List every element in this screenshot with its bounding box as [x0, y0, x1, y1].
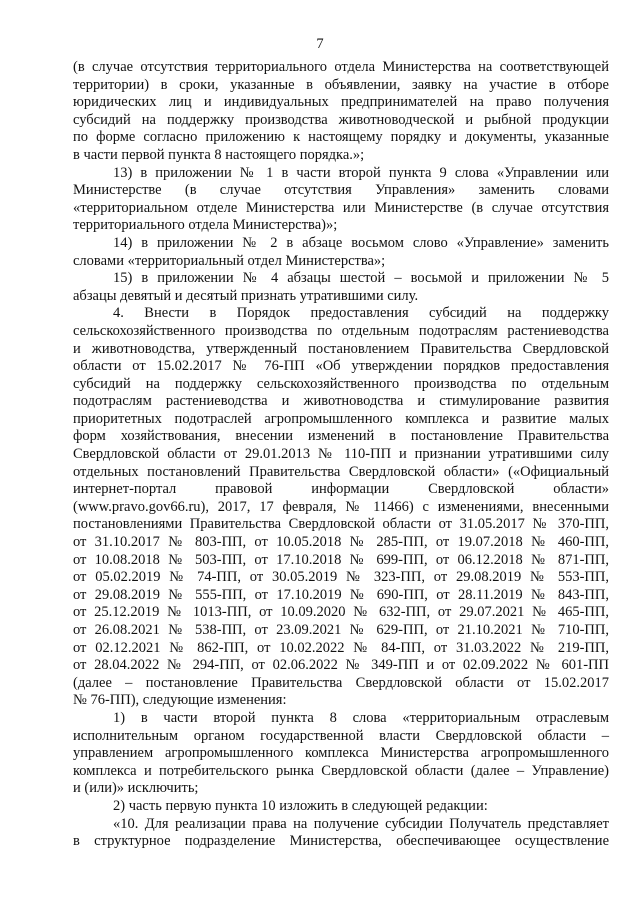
paragraph-subitem-1: [73, 710, 609, 798]
paragraph-item-14: [73, 235, 609, 270]
text-line: 13) в приложении № 1 в части второй пункта 9 слова «Управлении или: [113, 164, 609, 181]
text-line: 15) в приложении № 4 абзацы шестой – восьмой и приложении № 5: [113, 270, 609, 287]
text-line: от 02.12.2021 № 862-ПП, от 10.02.2022 № 84-ПП, от 31.03.2022 № 219-ПП,: [73, 639, 609, 656]
text-line: постановлениями Правительства Свердловской области от 31.05.2017 № 370-ПП,: [73, 516, 609, 533]
text-line: субсидий на поддержку производства животноводческой и рыбной продукции: [73, 111, 609, 128]
text-line: в части первой пункта 8 настоящего порядка.»;: [73, 146, 365, 163]
text-line: от 29.08.2019 № 555-ПП, от 17.10.2019 № 690-ПП, от 28.11.2019 № 843-ПП,: [73, 586, 609, 603]
text-line: «территориальном отделе Министерства или Министерстве (в случае отсутствия: [73, 199, 609, 216]
text-line: от 28.04.2022 № 294-ПП, от 02.06.2022 № 349-ПП и от 02.09.2022 № 601-ПП: [73, 657, 609, 674]
text-line: приоритетных подотраслей агропромышленного комплекса и развитие малых: [73, 410, 609, 427]
text-line: субсидий на поддержку сельскохозяйственного производства по отдельным: [73, 375, 609, 392]
text-line: исполнительным органом государственной власти Свердловской области –: [73, 727, 609, 744]
text-line: (www.pravo.gov66.ru), 2017, 17 февраля, № 11466) с изменениями, внесенными: [73, 498, 609, 515]
text-line: словами «территориальный отдел Министерства»;: [73, 252, 386, 269]
text-line: Свердловской области от 29.01.2013 № 110-ПП и признании утратившими силу: [73, 446, 609, 463]
text-line: юридических лиц и индивидуальных предпринимателей на право получения: [73, 94, 609, 111]
paragraph-section-4: [73, 305, 609, 710]
paragraph-quote-10: [73, 816, 609, 851]
text-line: 14) в приложении № 2 в абзаце восьмом слово «Управление» заменить: [113, 234, 609, 251]
paragraph-continuation: [73, 59, 609, 165]
text-line: от 25.12.2019 № 1013-ПП, от 10.09.2020 № 632-ПП, от 29.07.2021 № 465-ПП,: [73, 604, 609, 621]
text-line: территории) в сроки, указанные в объявлении, заявку на участие в отборе: [73, 76, 609, 93]
text-line: Министерстве (в случае отсутствия Управления» заменить словами: [73, 182, 609, 199]
text-line: от 26.08.2021 № 538-ПП, от 23.09.2021 № 629-ПП, от 21.10.2021 № 710-ПП,: [73, 622, 609, 638]
text-line: территориального отдела Министерства)»;: [73, 217, 338, 234]
text-line: области от 15.02.2017 № 76-ПП «Об утверждении порядков предоставления: [73, 358, 609, 375]
text-line: от 31.10.2017 № 803-ПП, от 10.05.2018 № 285-ПП, от 19.07.2018 № 460-ПП,: [73, 534, 609, 551]
text-line: подотраслям растениеводства и животноводства и стимулирование развития: [73, 393, 609, 410]
text-line: сельскохозяйственного производства по отдельным подотраслям растениеводства: [73, 322, 609, 339]
text-line: в структурное подразделение Министерства, обеспечивающее осуществление: [73, 833, 609, 850]
text-line: интернет-портал правовой информации Свердловской области»: [73, 481, 609, 498]
text-line: от 05.02.2019 № 74-ПП, от 30.05.2019 № 323-ПП, от 29.08.2019 № 553-ПП,: [73, 569, 609, 586]
paragraph-subitem-2: [73, 798, 609, 816]
text-line: от 10.08.2018 № 503-ПП, от 17.10.2018 № 699-ПП, от 06.12.2018 № 871-ПП,: [73, 551, 609, 568]
text-line: «10. Для реализации права на получение субсидии Получатель представляет: [113, 815, 609, 832]
text-line: № 76-ПП), следующие изменения:: [73, 692, 287, 709]
text-line: абзацы девятый и десятый признать утратившими силу.: [73, 287, 419, 304]
text-line: комплекса и потребительского рынка Свердловской области (далее – Управление): [73, 762, 609, 779]
text-line: 2) часть первую пункта 10 изложить в следующей редакции:: [113, 797, 488, 814]
text-line: по форме согласно приложению к настоящему порядку и документы, указанные: [73, 129, 609, 146]
document-body: [73, 59, 609, 851]
text-line: и (или)» исключить;: [73, 780, 199, 797]
text-line: форм хозяйствования, внесении изменений в постановление Правительства: [73, 428, 609, 445]
page-number: 7: [316, 36, 324, 52]
text-line: 4. Внести в Порядок предоставления субсидий на поддержку: [113, 305, 609, 322]
paragraph-item-13: [73, 165, 609, 235]
text-line: отдельных постановлений Правительства Свердловской области» («Официальный: [73, 463, 609, 480]
text-line: (в случае отсутствия территориального отдела Министерства на соответствующей: [73, 59, 609, 75]
text-line: и животноводства, утвержденный постановлением Правительства Свердловской: [73, 340, 609, 357]
text-line: 1) в части второй пункта 8 слова «территориальным отраслевым: [113, 709, 609, 726]
text-line: (далее – постановление Правительства Свердловской области от 15.02.2017: [73, 674, 609, 691]
text-line: управлением агропромышленного комплекса Министерства агропромышленного: [73, 745, 609, 762]
paragraph-item-15: [73, 270, 609, 305]
